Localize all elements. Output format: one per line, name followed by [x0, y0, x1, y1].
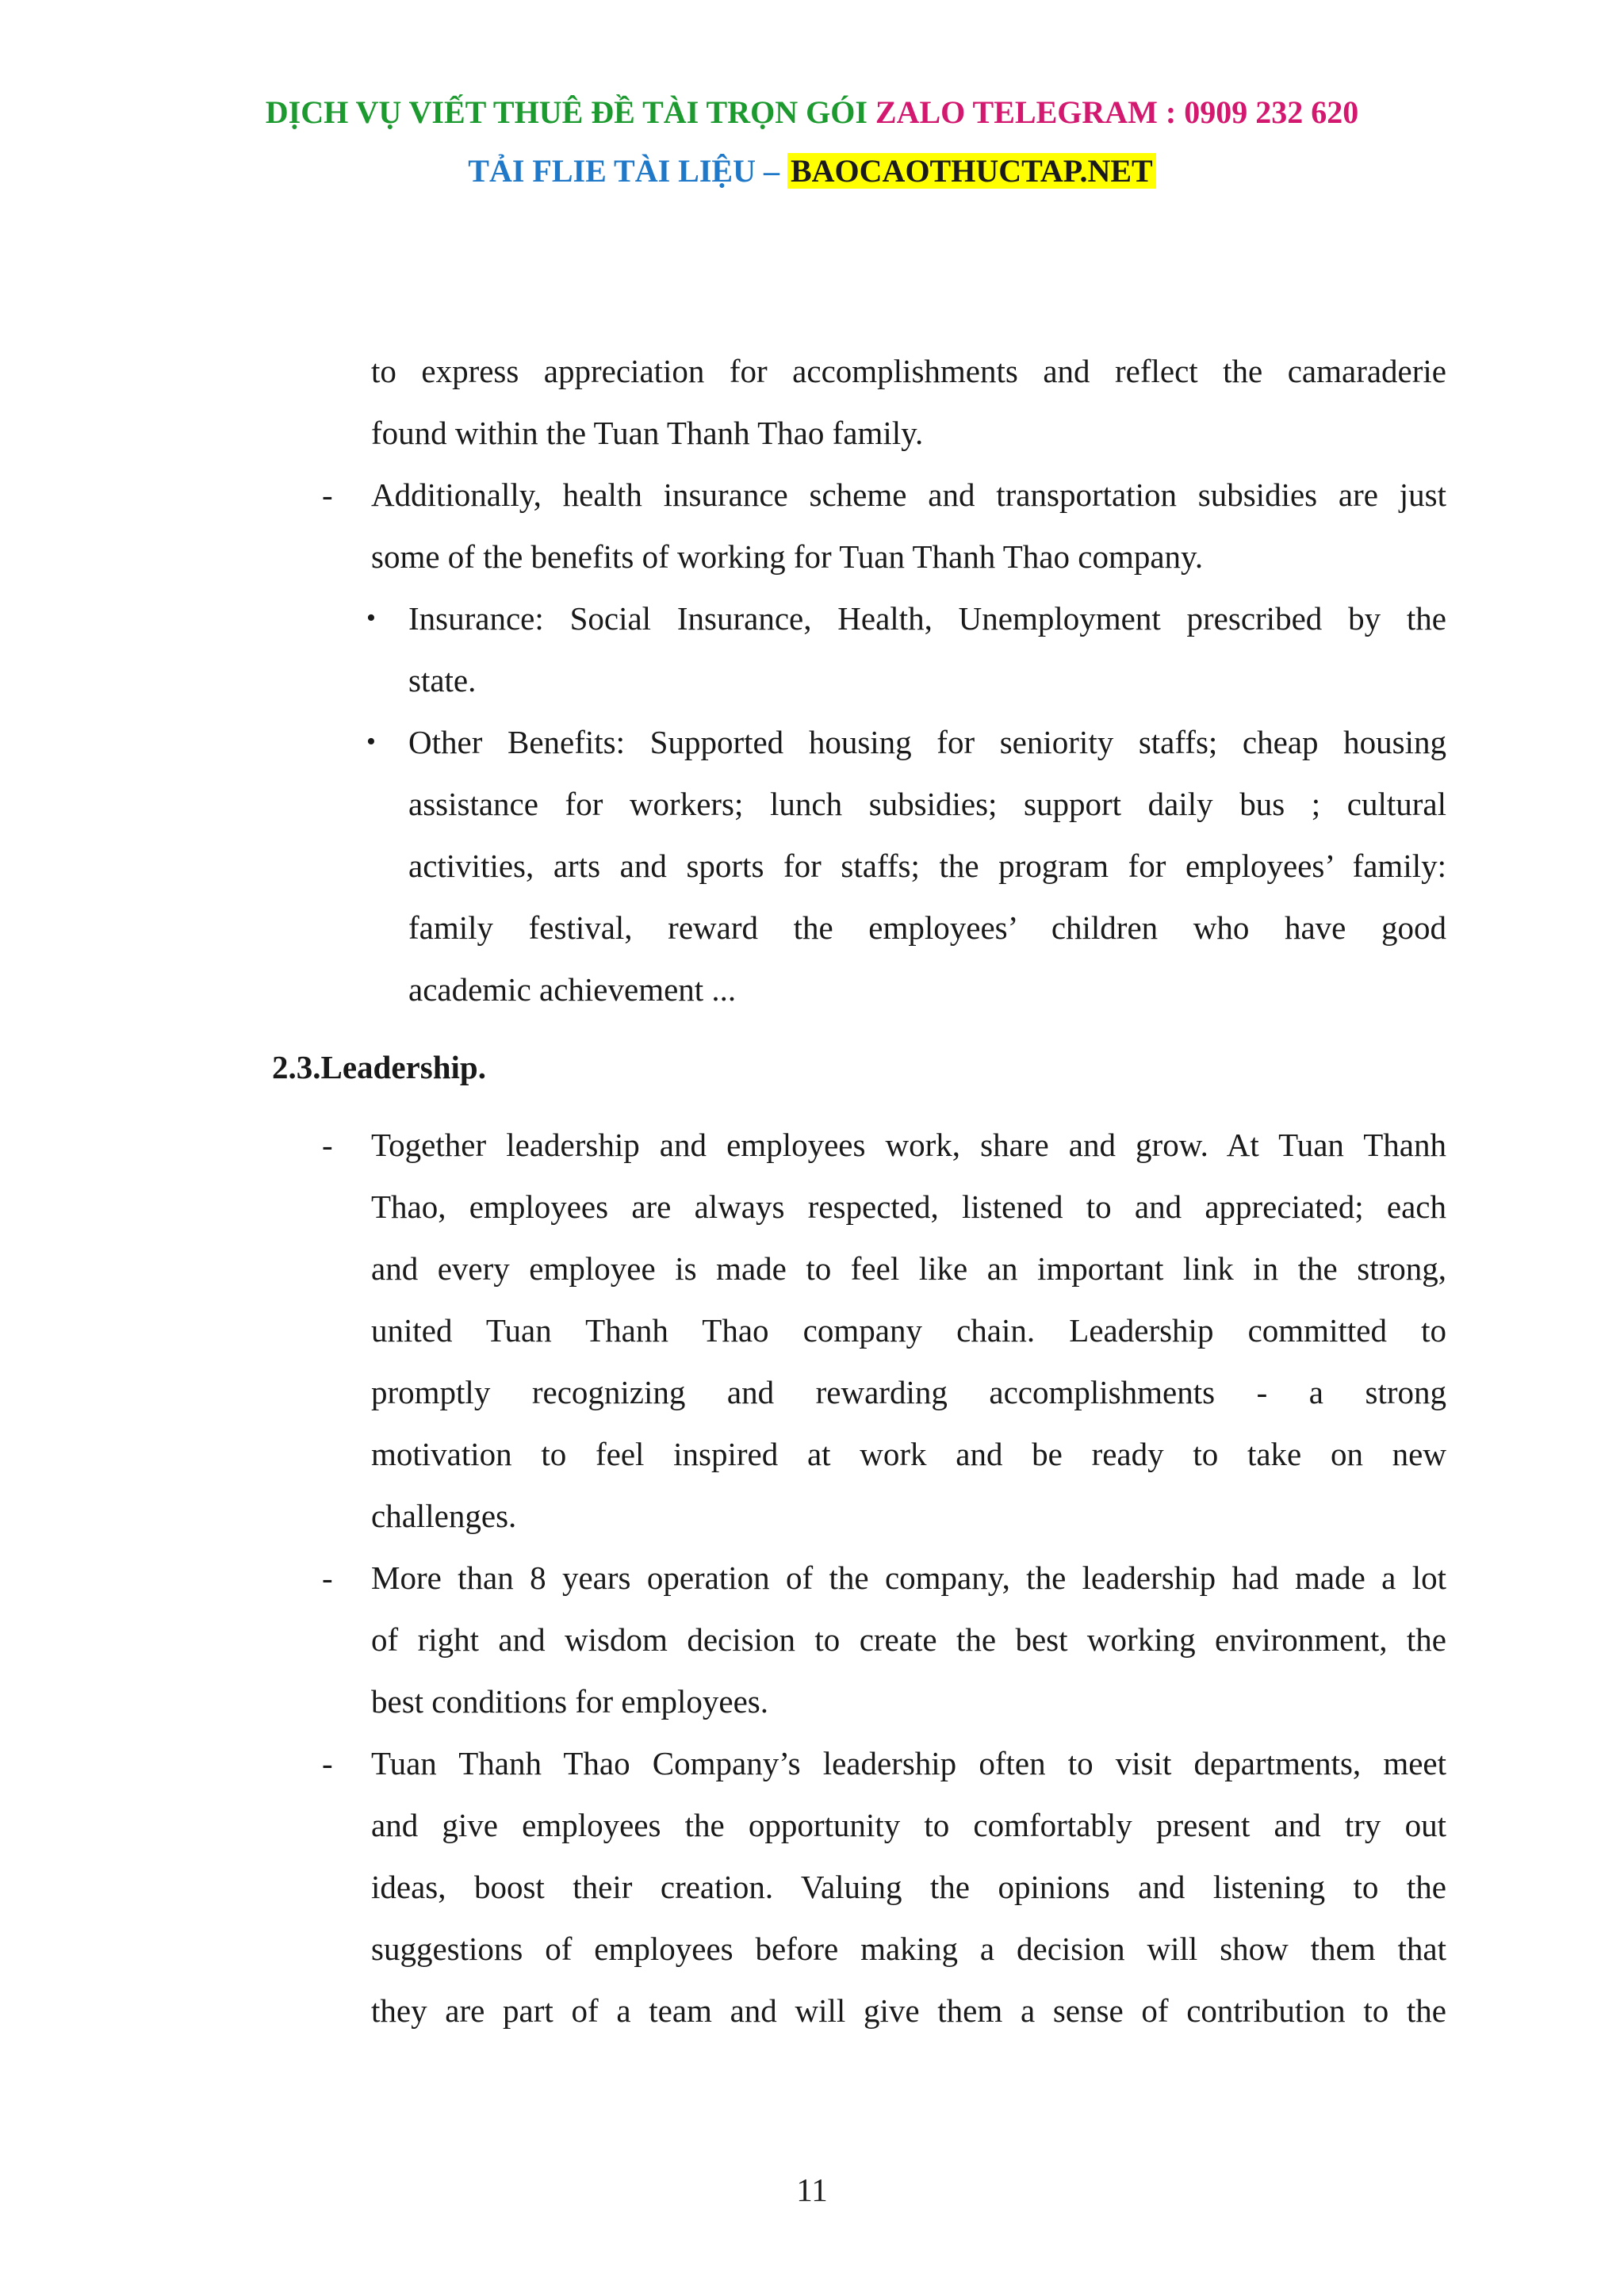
list-item-line: ideas, boost their creation. Valuing the opinions and listening to the	[371, 1869, 1446, 1905]
bullet-line: assistance for workers; lunch subsidies; support daily bus ; cultural	[408, 786, 1446, 822]
bullet-line: Other Benefits: Supported housing for seniority staffs; cheap housing	[408, 724, 1446, 760]
list-item-line: More than 8 years operation of the company, the leadership had made a lot	[371, 1559, 1446, 1596]
banner-line-1	[0, 94, 1624, 131]
paragraph-line: found within the Tuan Thanh Thao family.	[371, 415, 924, 451]
banner-website-link[interactable]: BAOCAOTHUCTAP.NET	[787, 153, 1156, 189]
list-item-line: and give employees the opportunity to comfortably present and try out	[371, 1807, 1446, 1843]
bullet-marker: •	[366, 603, 376, 633]
list-item-line: they are part of a team and will give them a sense of contribution to the	[371, 1992, 1446, 2029]
bullet-line: activities, arts and sports for staffs; the program for employees’ family:	[408, 848, 1446, 884]
bullet-marker: •	[366, 727, 376, 756]
list-item-line: Additionally, health insurance scheme and transportation subsidies are just	[371, 476, 1446, 513]
list-dash-marker: -	[322, 1745, 333, 1781]
list-item-line: some of the benefits of working for Tuan Thanh Thao company.	[371, 538, 1204, 575]
paragraph-line: to express appreciation for accomplishments and reflect the camaraderie	[371, 353, 1446, 389]
bullet-line: academic achievement ...	[408, 971, 737, 1008]
list-dash-marker: -	[322, 1127, 333, 1163]
list-dash-marker: -	[322, 1559, 333, 1596]
list-item-line: suggestions of employees before making a decision will show them that	[371, 1931, 1446, 1967]
banner-line-2	[0, 152, 1624, 189]
section-heading: 2.3.Leadership.	[272, 1049, 486, 1085]
banner-service-text: DỊCH VỤ VIẾT THUÊ ĐỀ TÀI TRỌN GÓI	[265, 94, 868, 130]
list-item-line: united Tuan Thanh Thao company chain. Leadership committed to	[371, 1312, 1446, 1349]
list-item-line: best conditions for employees.	[371, 1683, 769, 1720]
bullet-line: Insurance: Social Insurance, Health, Unemployment prescribed by the	[408, 600, 1446, 637]
bullet-line: family festival, reward the employees’ children who have good	[408, 909, 1446, 946]
list-item-line: promptly recognizing and rewarding accomplishments - a strong	[371, 1374, 1446, 1410]
list-item-line: motivation to feel inspired at work and be ready to take on new	[371, 1436, 1446, 1472]
list-dash-marker: -	[322, 476, 333, 513]
list-item-line: Tuan Thanh Thao Company’s leadership often to visit departments, meet	[371, 1745, 1446, 1781]
list-item-line: challenges.	[371, 1498, 517, 1534]
banner-contact-text: ZALO TELEGRAM : 0909 232 620	[875, 94, 1359, 130]
bullet-line: state.	[408, 662, 477, 698]
list-item-line: Together leadership and employees work, share and grow. At Tuan Thanh	[371, 1127, 1446, 1163]
list-item-line: of right and wisdom decision to create the best working environment, the	[371, 1621, 1446, 1658]
list-item-line: and every employee is made to feel like an important link in the strong,	[371, 1250, 1446, 1287]
banner-download-text: TẢI FLIE TÀI LIỆU –	[468, 153, 779, 189]
page-number: 11	[796, 2172, 828, 2208]
list-item-line: Thao, employees are always respected, listened to and appreciated; each	[371, 1188, 1446, 1225]
